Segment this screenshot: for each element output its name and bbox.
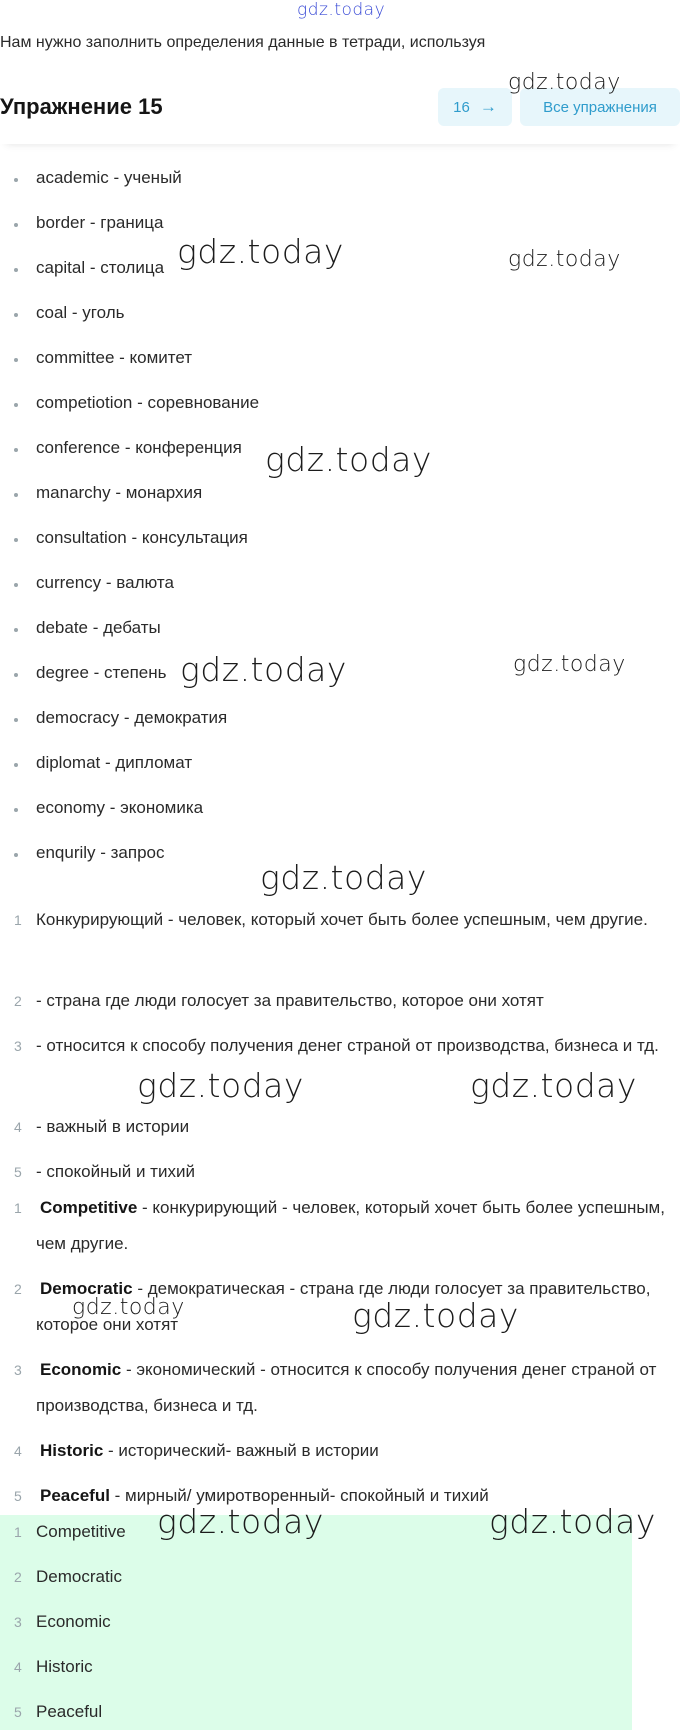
watermark: gdz.today [265,440,432,479]
explanation-text [36,1190,674,1262]
list-item [14,301,259,346]
bullet-icon [14,358,18,362]
item-number: 4 [14,1119,22,1135]
list-item [14,391,259,436]
definition-text: - страна где люди голосует за правительство, которое они хотят [36,991,544,1010]
explanation-text [36,1433,674,1469]
answers-list [14,1520,126,1730]
list-item [14,751,259,796]
list-item [14,1109,674,1154]
vocab-text: degree - степень [36,663,167,682]
exercise-header [0,80,680,144]
vocab-text: diplomat - дипломат [36,753,193,772]
watermark: gdz.today [177,232,344,271]
next-exercise-button[interactable] [438,88,512,126]
list-item [14,983,674,1028]
explanation-body: - экономический - относится к способу получения денег страной от производства, бизнеса и тд. [36,1360,657,1415]
list-item [14,1520,126,1565]
item-number: 3 [14,1614,22,1630]
vocab-text: currency - валюта [36,573,174,592]
next-exercise-label: 16 [453,98,470,116]
answer-word: Economic [36,1612,111,1631]
explanation-text [36,1352,674,1424]
list-item [14,1610,126,1655]
watermark: gdz.today [260,858,427,897]
list-item [14,481,259,526]
definition-text: - важный в истории [36,1117,190,1136]
explanation-text [36,1478,674,1514]
item-number: 3 [14,1038,22,1054]
answer-word: Peaceful [40,1486,110,1505]
watermark: gdz.today [180,650,347,689]
vocab-text: debate - дебаты [36,618,161,637]
definition-text: - спокойный и тихий [36,1162,195,1181]
vocab-text: consultation - консультация [36,528,248,547]
list-item [14,1433,674,1478]
intro-text: Нам нужно заполнить определения данные в тетради, используя [0,34,486,51]
list-item [14,1478,674,1514]
explanations-list [14,1190,674,1514]
list-item [14,1271,674,1352]
page-title: Упражнение 15 [0,94,163,119]
definitions-list [14,902,674,1190]
item-number: 1 [14,1524,22,1540]
bullet-icon [14,853,18,857]
bullet-icon [14,808,18,812]
item-number: 2 [14,1281,22,1297]
list-item [14,211,259,256]
list-item [14,616,259,661]
vocab-text: economy - экономика [36,798,204,817]
watermark: gdz.today [137,1066,304,1105]
vocab-text: coal - уголь [36,303,125,322]
list-item [14,841,259,886]
watermark: gdz.today [513,652,626,677]
answer-word: Historic [40,1441,104,1460]
vocab-text: academic - ученый [36,168,182,187]
vocab-text: capital - столица [36,258,165,277]
vocabulary-list [14,166,259,886]
all-exercises-button[interactable] [520,88,680,126]
answer-word: Economic [40,1360,122,1379]
list-item [14,571,259,616]
bullet-icon [14,583,18,587]
list-item [14,1190,674,1271]
list-item [14,1655,126,1700]
watermark: gdz.today [508,247,621,272]
list-item [14,1352,674,1433]
bullet-icon [14,718,18,722]
watermark: gdz.today [72,1295,185,1320]
bullet-icon [14,538,18,542]
list-item [14,1700,126,1730]
bullet-icon [14,178,18,182]
list-item [14,661,259,706]
list-item [14,1028,674,1109]
explanation-body: - конкурирующий - человек, который хочет быть более успешным, чем другие. [36,1198,665,1253]
watermark-top: gdz.today [297,0,386,20]
vocab-text: conference - конференция [36,438,242,457]
answer-word: Peaceful [36,1702,103,1721]
watermark: gdz.today [470,1066,637,1105]
list-item [14,1565,126,1610]
bullet-icon [14,313,18,317]
vocab-text: competiotion - соревнование [36,393,260,412]
watermark: gdz.today [352,1296,519,1335]
list-item [14,166,259,211]
bullet-icon [14,403,18,407]
answer-word: Democratic [40,1279,133,1298]
bullet-icon [14,628,18,632]
bullet-icon [14,223,18,227]
list-item [14,346,259,391]
list-item [14,796,259,841]
bullet-icon [14,493,18,497]
item-number: 5 [14,1488,22,1504]
bullet-icon [14,673,18,677]
vocab-text: enqurily - запрос [36,843,165,862]
arrow-right-icon: → [479,97,497,116]
item-number: 5 [14,1704,22,1720]
definition-text: Конкурирующий - человек, который хочет быть более успешным, чем другие. [36,910,648,929]
item-number: 3 [14,1362,22,1378]
vocab-text: manarchy - монархия [36,483,203,502]
item-number: 5 [14,1164,22,1180]
item-number: 1 [14,912,22,928]
watermark: gdz.today [489,1502,656,1541]
item-number: 2 [14,1569,22,1585]
vocab-text: democracy - демократия [36,708,228,727]
list-item [14,706,259,751]
list-item [14,256,259,301]
explanation-body: - демократическая - страна где люди голосует за правительство, которое они хотят [36,1279,651,1334]
vocab-text: committee - комитет [36,348,193,367]
watermark: gdz.today [508,70,621,95]
list-item [14,436,259,481]
vocab-text: border - граница [36,213,164,232]
bullet-icon [14,268,18,272]
item-number: 1 [14,1200,22,1216]
bullet-icon [14,763,18,767]
item-number: 2 [14,993,22,1009]
answer-word: Democratic [36,1567,122,1586]
watermark: gdz.today [157,1502,324,1541]
definition-text: - относится к способу получения денег страной от производства, бизнеса и тд. [36,1036,659,1055]
list-item [14,902,674,983]
explanation-text [36,1271,674,1343]
item-number: 4 [14,1659,22,1675]
all-exercises-label: Все упражнения [543,98,657,116]
item-number: 4 [14,1443,22,1459]
explanation-body: - мирный/ умиротворенный- спокойный и тихий [109,1486,489,1505]
bullet-icon [14,448,18,452]
answer-word: Historic [36,1657,93,1676]
answer-word: Competitive [36,1522,126,1541]
answer-word: Competitive [40,1198,138,1217]
explanation-body: - исторический- важный в истории [103,1441,379,1460]
list-item [14,1154,674,1190]
list-item [14,526,259,571]
